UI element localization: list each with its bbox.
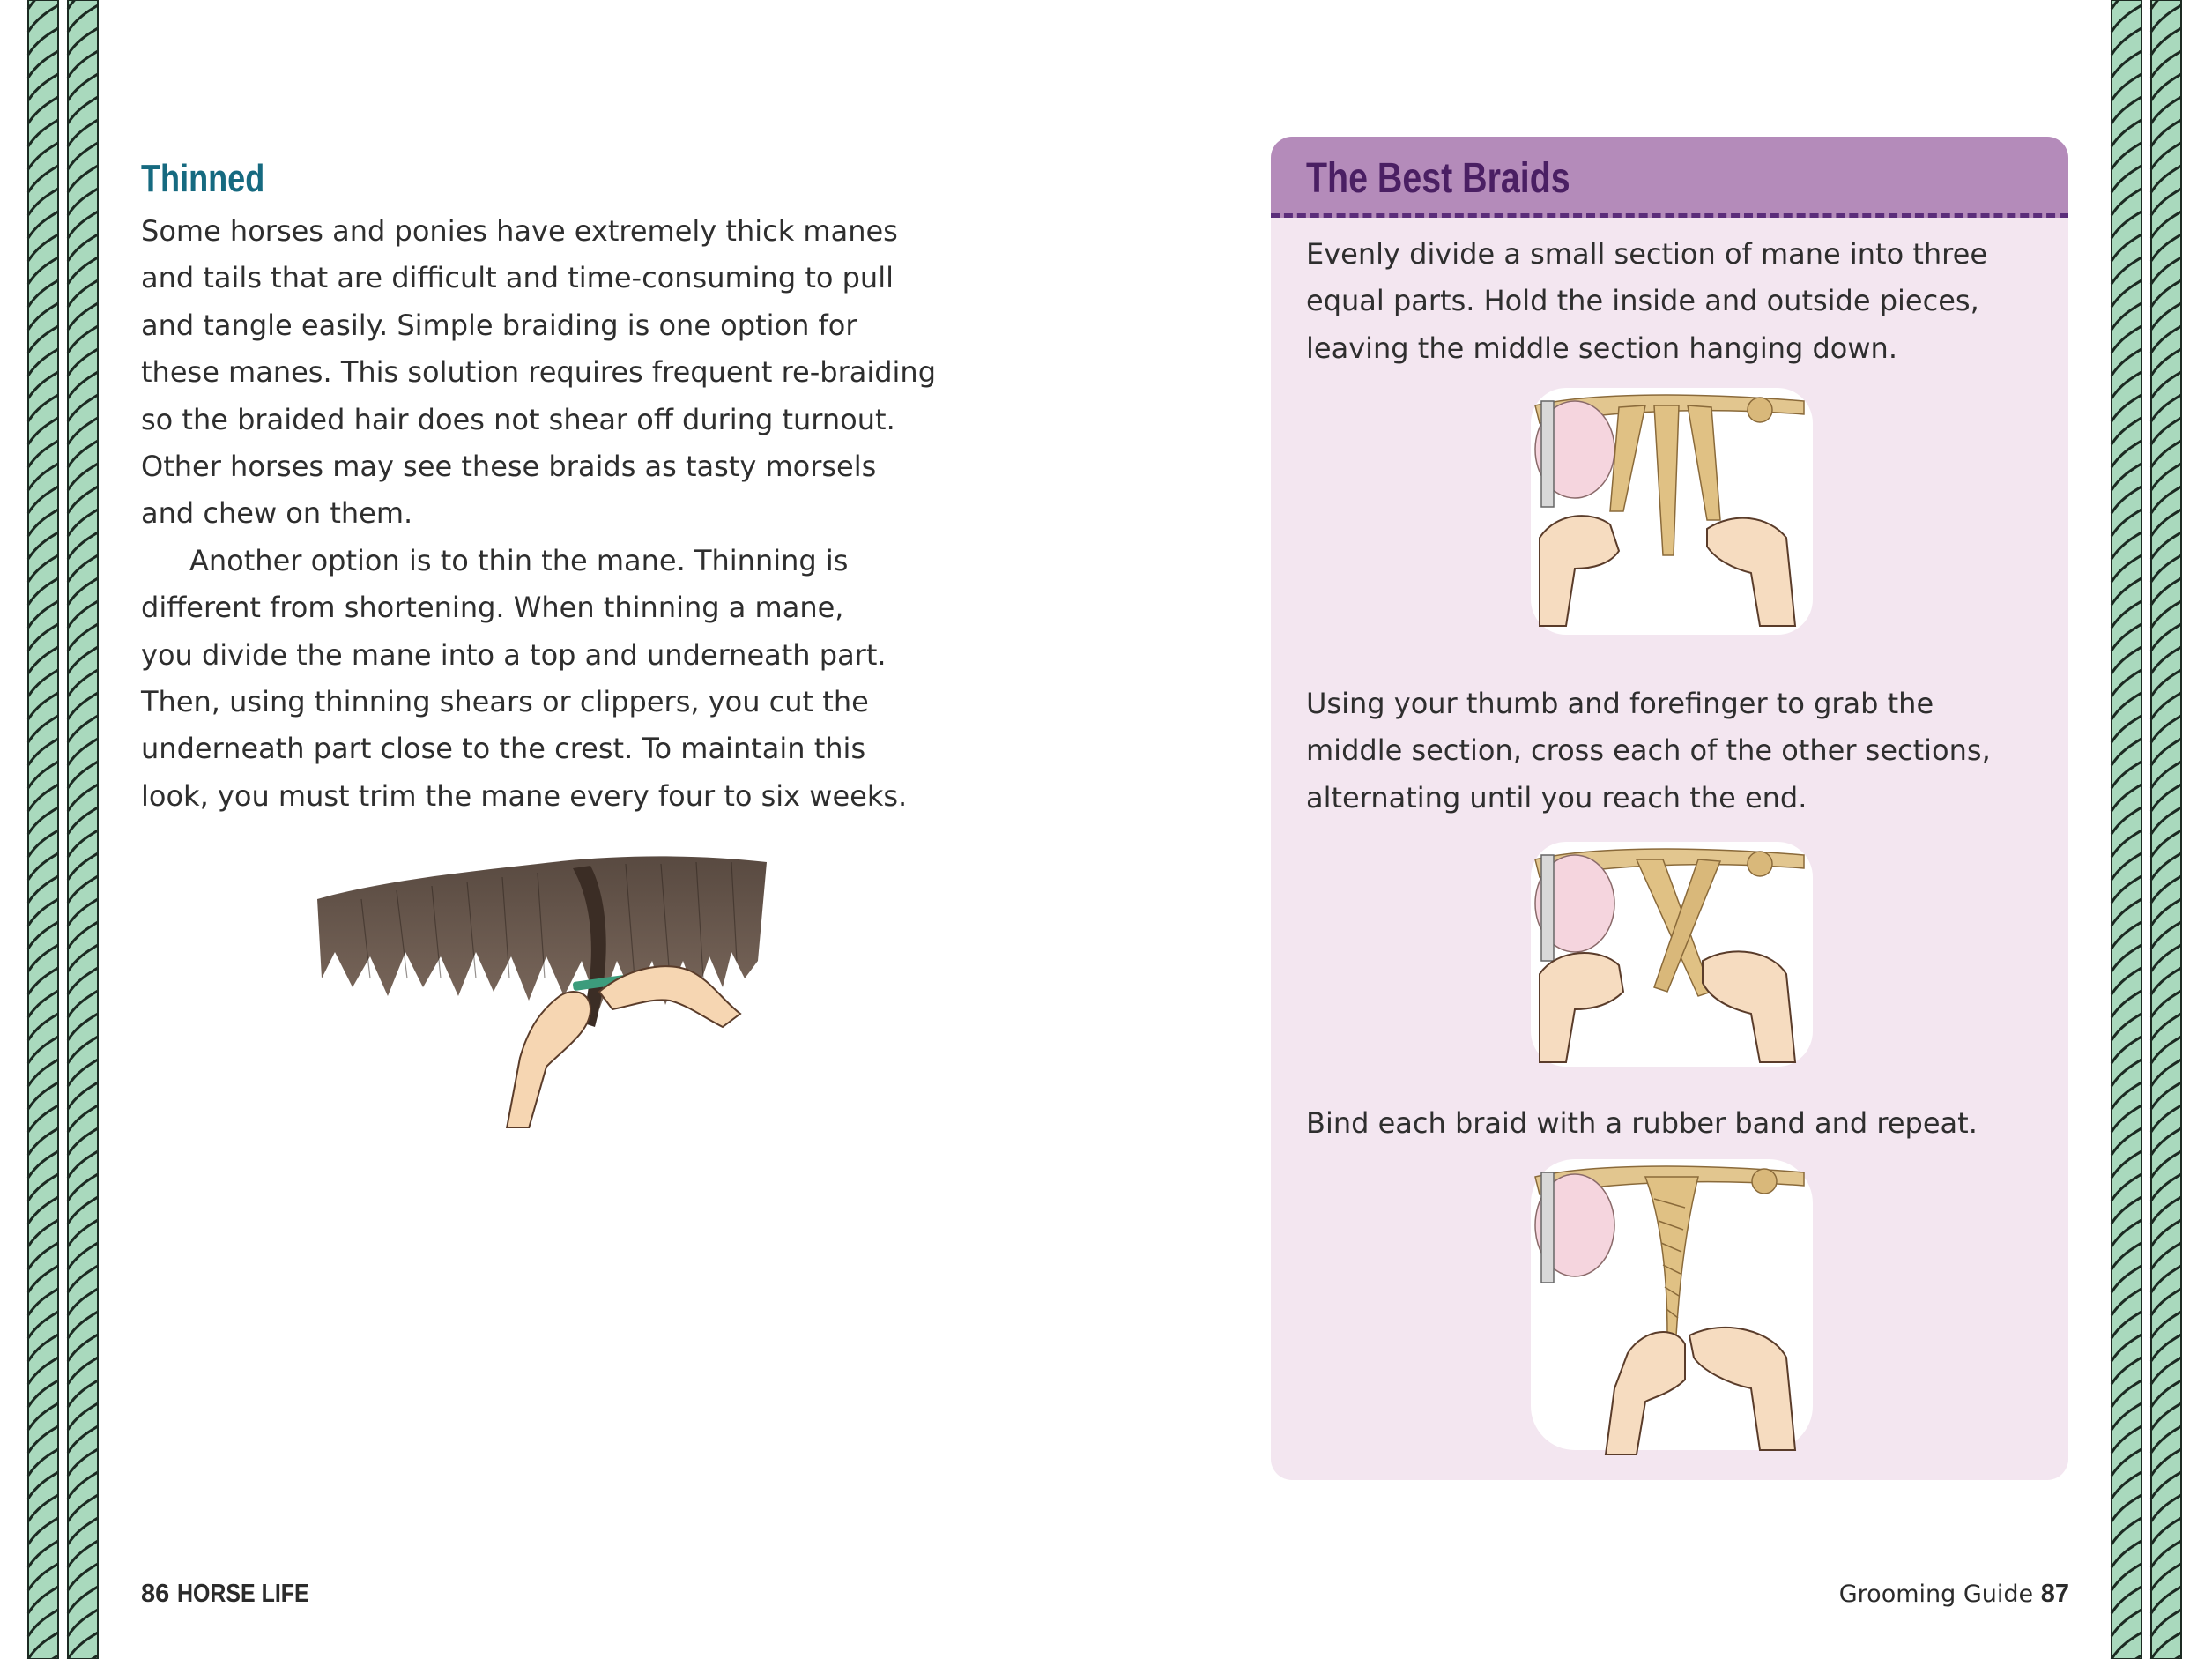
text-line: you divide the mane into a top and underneath part.	[141, 637, 887, 672]
braid-step-3-illustration	[1522, 1159, 1822, 1459]
step-1-text	[1306, 231, 2046, 372]
text-line: underneath part close to the crest. To maintain this	[141, 732, 866, 766]
text-line: and tails that are difficult and time-consuming to pull	[141, 261, 894, 295]
book-title: HORSE LIFE	[176, 1580, 309, 1608]
rope-border-left	[25, 0, 104, 1659]
text-line: Using your thumb and forefinger to grab the	[1306, 687, 1934, 720]
braid-step-2-illustration	[1522, 842, 1822, 1075]
best-braids-sidebar	[1271, 137, 2068, 1480]
footer-right	[1839, 1580, 2069, 1609]
text-line: equal parts. Hold the inside and outside pieces,	[1306, 284, 1979, 318]
text-line: Other horses may see these braids as tasty morsels	[141, 450, 877, 484]
text-line: so the braided hair does not shear off during turnout.	[141, 402, 895, 436]
text-line: and tangle easily. Simple braiding is one option for	[141, 308, 857, 342]
text-line: look, you must trim the mane every four to six weeks.	[141, 778, 908, 813]
text-line: different from shortening. When thinning a mane,	[141, 591, 844, 625]
braid-step-1-illustration	[1522, 388, 1822, 644]
text-line: middle section, cross each of the other sections,	[1306, 733, 1991, 768]
text-line: and chew on them.	[141, 496, 413, 531]
text-line: alternating until you reach the end.	[1306, 780, 1807, 815]
thinned-body-text	[141, 208, 969, 820]
text-line: Some horses and ponies have extremely thick manes	[141, 214, 898, 248]
rope-border-right	[2108, 0, 2187, 1659]
text-line: Another option is to thin the mane. Thinning is	[189, 543, 849, 577]
text-line: these manes. This solution requires frequent re-braiding	[141, 355, 937, 390]
sidebar-header	[1271, 137, 2068, 218]
page-number-left: 86	[141, 1580, 170, 1608]
section-title: Grooming Guide	[1838, 1581, 2034, 1608]
section-heading-thinned: Thinned	[141, 157, 265, 200]
text-line: Then, using thinning shears or clippers, you cut the	[141, 685, 869, 719]
step-2-text	[1306, 681, 2046, 822]
page-number-right: 87	[2040, 1580, 2069, 1608]
footer-left	[141, 1580, 330, 1609]
text-line: Evenly divide a small section of mane into three	[1306, 237, 1987, 271]
sidebar-heading: The Best Braids	[1306, 155, 1570, 202]
text-line: Bind each braid with a rubber band and repeat.	[1306, 1106, 1978, 1140]
step-3-text	[1306, 1100, 2046, 1147]
mane-thinning-illustration	[308, 846, 776, 1128]
text-line: leaving the middle section hanging down.	[1306, 331, 1897, 365]
